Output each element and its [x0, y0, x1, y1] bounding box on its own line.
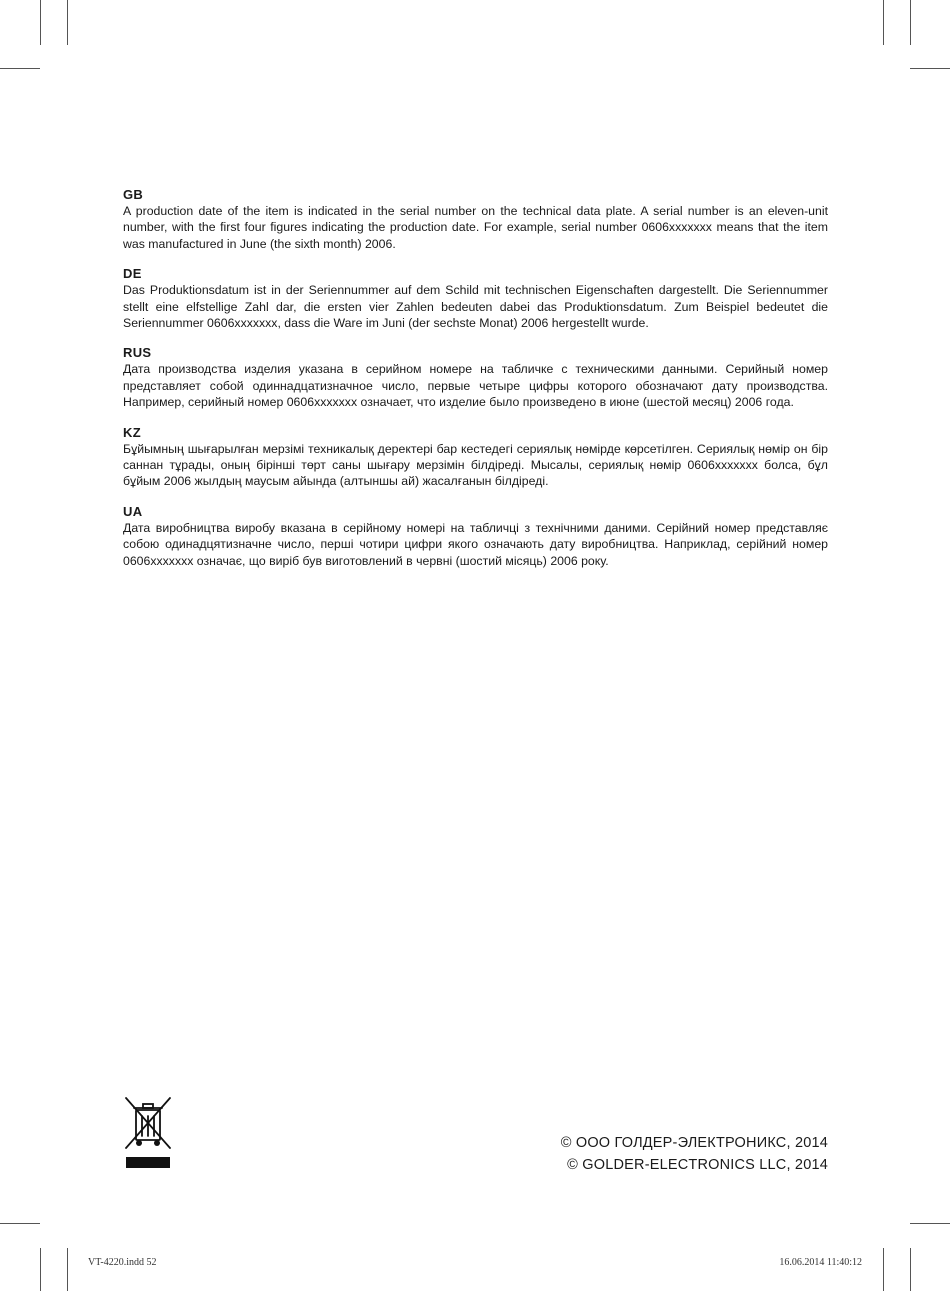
- copyright-block: [561, 1132, 828, 1176]
- section-gb: [123, 186, 828, 252]
- crop-mark: [910, 1223, 950, 1224]
- section-kz: [123, 424, 828, 490]
- section-text: Бұйымның шығарылған мерзімі техникалық деректері бар кестедегі сериялық нөмірде көрсетілген. Сериялық нөмір он бір саннан тұрады, оның бірінші төрт саны шығару мерзімін білдіреді. Мысалы, сериялық нөмір 0606xxxxxxx болса, бұл бұйым 2006 жылдың маусым айында (алтыншы ай) жасалғанын білдіреді.: [123, 441, 828, 489]
- section-text: Дата производства изделия указана в серийном номере на табличке с техническими данными. Серийный номер представляет собой одиннадцатизначное число, первые четыре цифры которого обозначают дату производства. Например, серийный номер 0606xxxxxxx означает, что изделие было произведено в июне (шестой месяц) 2006 года.: [123, 362, 828, 410]
- section-text: Das Produktionsdatum ist in der Seriennummer auf dem Schild mit technischen Eigenschaften dargestellt. Die Seriennummer stellt eine elfstellige Zahl dar, die ersten vier Zahlen bedeuten dabei das Produktionsdatum. Zum Beispiel bedeutet die Seriennummer 0606xxxxxxx, dass die Ware im Juni (der sechste Monat) 2006 hergestellt wurde.: [123, 283, 828, 331]
- language-code: UA: [123, 503, 143, 519]
- crop-mark: [0, 1223, 40, 1224]
- language-code: DE: [123, 266, 142, 282]
- language-code: RUS: [123, 345, 152, 361]
- section-text: Дата виробництва виробу вказана в серійному номері на табличці з технічними даними. Серійний номер представляє собою одинадцятизначне число, перші чотири цифри якого означають дату виробництва. Наприклад, серійний номер 0606xxxxxxx означає, що виріб був виготовлений в червні (шостий місяць) 2006 року.: [123, 520, 828, 568]
- language-code: KZ: [123, 424, 141, 440]
- print-slug-timestamp: 16.06.2014 11:40:12: [779, 1257, 862, 1268]
- crop-mark: [0, 68, 40, 69]
- crop-mark: [67, 0, 68, 45]
- section-text: A production date of the item is indicated in the serial number on the technical data plate. A serial number is an eleven-unit number, with the first four figures indicating the production date. For example, serial number 0606xxxxxxx means that the item was manufactured in June (the sixth month) 2006.: [123, 204, 828, 251]
- crop-mark: [910, 1248, 911, 1291]
- copyright-ru: © ООО ГОЛДЕР-ЭЛЕКТРОНИКС, 2014: [560, 1135, 828, 1151]
- crop-mark: [910, 0, 911, 45]
- section-de: [123, 265, 828, 331]
- copyright-en: © GOLDER-ELECTRONICS LLC, 2014: [567, 1157, 828, 1173]
- main-content: [123, 186, 828, 582]
- print-slug-file: VT-4220.indd 52: [88, 1257, 157, 1268]
- language-code: GB: [123, 187, 144, 202]
- crop-mark: [883, 1248, 884, 1291]
- section-rus: [123, 344, 828, 410]
- crop-mark: [40, 0, 41, 45]
- crop-mark: [67, 1248, 68, 1291]
- section-ua: [123, 503, 828, 569]
- crop-mark: [910, 68, 950, 69]
- crop-mark: [883, 0, 884, 45]
- crossed-out-wheelie-bin-icon: [122, 1094, 174, 1170]
- crop-mark: [40, 1248, 41, 1291]
